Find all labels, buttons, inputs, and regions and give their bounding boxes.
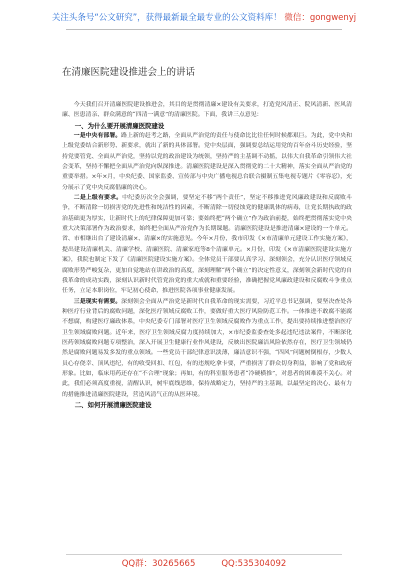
paragraph-text: 路上新的赶考之路，全面从严治党的责任与使命比比往任何时候都艰巨。为此，党中央和上级党委结合新形势、新要求，就出了新的具体部署。党中央层面，强调要总结运用党的百年奋斗历史经验，坚持党要管党、全面从严治党，坚持以党的政治建设为统领，坚持严的主基调不动摇，以伟大自我革命引领伟大社会变革，坚持不懈把全面从严治党向纵深推进。清廉医院建设是深入贯彻党的二十大精神，落实全面从严治党的重要举措。×年×月，中央纪委、国家监委、宣传部与中央广播电视总台联合摄制五集电视专题片《零容忍》，充分展示了党中央反腐倡廉的决心。 (62, 133, 353, 191)
paragraph-central-deployment (62, 131, 352, 193)
footer-contacts (0, 558, 408, 570)
footer-qq-group: QQ群：30265665 (121, 559, 196, 569)
document-body (62, 100, 352, 410)
document-title: 在清廉医院建设推进会上的讲话 (62, 67, 196, 78)
intro-paragraph: 今天我们召开清廉医院建设推进会，其目的是贯彻清廉×建设有关要求，打造党风清正、院风清新、医风清廉、医患清亲、群众满意的“四清一满意”的清廉医院。下面，我讲三点意见： (62, 102, 352, 119)
paragraph-lead: 一是中央有部署。 (73, 132, 122, 140)
section-heading-1: 一、为什么要开展清廉医院建设 (74, 121, 165, 130)
paragraph-lead: 二是上级有要求。 (73, 194, 123, 202)
section-heading-2: 二、如何开展清廉医院建设 (74, 400, 152, 409)
paragraph-text: 中纪委历次全会强调，要坚定不移“两个责任”，坚定不移推进党风廉政建设和反腐败斗争，不断清除一切损害党的先进性和纯洁性的因素，不断清除一切侵蚀党的健康肌体的病毒，让党长期执政的政治基础更为厚实，让新时代上的纪律保障更加可靠；要始终把“两个确立”作为政治前提，始终把贯彻落实党中央重大决策部署作为政治要求，始终把全面从严治党作为长期课题。清廉医院建设是推进清廉×建设的一个单元。省、市相继出台了建设清廉×、清廉×的实施意见。今年×月份，我市印发《×市清廉单元建设工作实施方案》，提出建设清廉机关、清廉学校、清廉医院、清廉家庭等8个清廉单元。×月份，印发《×市清廉医院建设实施方案》，我院也制定下发了《清廉医院建设实施方案》。全体党员干部要认真学习、深刻领会，充分认识医疗领域反腐败形势严峻复杂，更加自觉地站在讲政治的高度，深刻理解“两个确立”的决定性意义，深刻领会新时代党的自我革命的成功实践，深刻认识新时代管党治党的重大成就和重要经验，准确把握党风廉政建设和反腐败斗争重点任务，立足本职岗位，牢记初心使命，推进医院各项事业健康发展。 (62, 195, 352, 295)
paragraph-text: 深刻领会全面从严治党是新时代自我革命的现实需要，习近平总书记强调，要坚决查处各种医疗行业背后的腐败问题，深化医疗领域反腐败工作，要做好重大医疗风险防范工作。一体推进不敢腐不能腐不想腐，构建医疗廉政体系，中央纪委专门部署对医疗卫生领域反腐败作为重点工作，提出要持续推进整治医疗卫生领域腐败问题。近年来，医疗卫生领域反腐力度持续加大，×市纪委监委查处多起违纪违法案件，不断深化医药领域腐败问题专项整治，深入开展卫生健康行业作风建设，反映出医院廉洁风险依然存在，医疗卫生领域仍然是腐败问题易发多发的重点领域。一些党员干部纪律意识淡薄，廉洁意识不强，“四风”问题树倒根存，少数人员心存侥幸、顶风违纪，有的收受回扣、红包，有的违规吃拿卡要，严重损害了群众切身利益，影响了党和政府形象。比如，临床用药还存在“不合理”现象；再如，有的科室服务患者“冷硬横推”，对患者的困难漠不关心。对此，我们必须高度重视，清醒认识，树牢底线思维，保持战略定力，坚持严的主基调，以最坚定的决心、最有力的措施推进清廉医院建设，营造风清气正的从医环境。 (62, 298, 353, 398)
paragraph-practical-need (62, 297, 352, 400)
footer-qq: QQ:535304092 (221, 559, 287, 569)
banner-promo-text: 关注头条号“公文研究”，获得最新最全最专业的公文资料库！ (51, 13, 282, 23)
banner-wechat-id: 微信：gongwenyj (284, 13, 357, 23)
header-banner (0, 12, 408, 24)
paragraph-superior-requirement (62, 193, 352, 296)
header-divider (66, 29, 342, 30)
footer-divider (66, 554, 342, 555)
paragraph-lead: 三是现实有需要。 (73, 297, 122, 305)
